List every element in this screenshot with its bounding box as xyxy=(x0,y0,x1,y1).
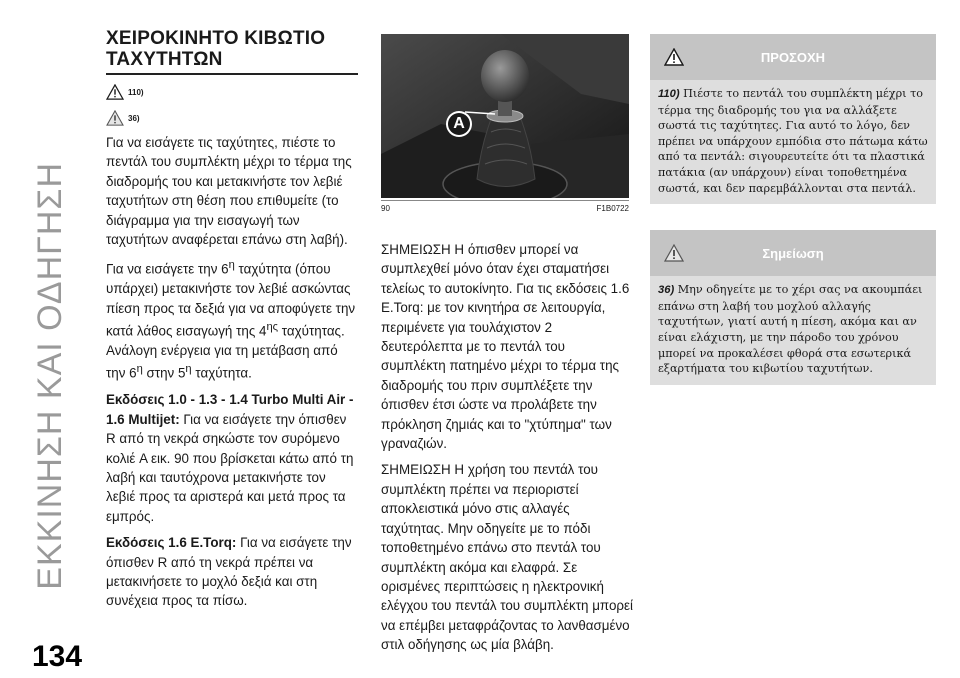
left-column xyxy=(106,28,358,618)
right-column xyxy=(650,34,936,385)
paragraph-sixth-gear: Για να εισάγετε την $6^\eta$ ταχύτητα (όπου υπάρχει) μετακινήστε τον λεβιέ ασκώντας πίεση προς τα δεξιά για να αποφύγετε την κατά λάθος εισαγωγή της $4^{\eta\varsigma}$ ταχύτητας. Ανάλογη ενέργεια για τη μετάβαση από την $6^\eta$ στην $5^\eta$ ταχύτητα. xyxy=(106,259,356,381)
note-ref-36 xyxy=(106,107,358,129)
warning-ref-label: 110) xyxy=(128,87,144,97)
title-divider xyxy=(106,73,358,75)
warning-box-body: 110) Πιέστε το πεντάλ του συμπλέκτη μέχρι το τέρμα της διαδρομής του για να αλλάξετε σωστά τις ταχύτητες. Για αυτό το λόγο, δεν πρέπει να υπάρχουν εμπόδια στο πάτωμα κάτω από τα πεντάλ: σιγουρευτείτε ότι τα πλαστικά πατάκια (αν υπάρχουν) είναι τοποθετημένα σωστά, και δεν παρεμβάλλονται στα πεντάλ. xyxy=(658,87,928,195)
note-box xyxy=(650,230,936,385)
warning-box xyxy=(650,34,936,204)
paragraph-clutch-note: ΣΗΜΕΙΩΣΗ Η χρήση του πεντάλ του συμπλέκτη πρέπει να περιοριστεί αποκλειστικά μόνο στις αλλαγές ταχύτητας. Μην οδηγείτε με το πόδι τοποθετημένο επάνω στο πεντάλ του συμπλέκτη ακόμα και ελαφρά. Σε ορισμένες περιπτώσεις η ηλεκτρονική ελέγχου του πεντάλ του συμπλέκτη μπορεί να επέμβει μεταφράζοντας το λανθασμένο στιλ οδήγησης ως μία βλάβη. xyxy=(381,462,633,653)
callout-label-a: A xyxy=(453,115,465,132)
paragraph-reverse-etorq: Εκδόσεις 1.6 E.Torq: Για να εισάγετε την όπισθεν R από τη νεκρά πρέπει να μετακινήσετε το μοχλό δεξιά και στη συνέχεια προς τα πίσω. xyxy=(106,535,352,609)
note-ref-label: 36) xyxy=(128,113,140,123)
warning-ref-110 xyxy=(106,81,358,103)
side-chapter-title: ΕΚΚΙΝΗΣΗ ΚΑΙ ΟΔΗΓΗΣΗ xyxy=(30,162,69,590)
paragraph-gear-shift: Για να εισάγετε τις ταχύτητες, πιέστε το πεντάλ του συμπλέκτη μέχρι το τέρμα της διαδρομής του και μετακινήστε τον λεβιέ ταχυτήτων στη θέση που επιθυμείτε (το διάγραμμα για την εισαγωγή των ταχυτήτων αναφέρεται επάνω στη λαβή). xyxy=(106,135,352,248)
warning-triangle-icon xyxy=(106,84,124,100)
section-title xyxy=(106,28,358,70)
note-triangle-icon xyxy=(664,244,684,262)
warning-box-title: ΠΡΟΣΟΧΗ xyxy=(760,49,826,65)
paragraph-reverse-note: ΣΗΜΕΙΩΣΗ Η όπισθεν μπορεί να συμπλεχθεί μόνο όταν έχει σταματήσει τελείως το αυτοκίνητο. Για τις εκδόσεις 1.6 E.Torq: με τον κινητήρα σε λειτουργία, περιμένετε για τουλάχιστον 2 δευτερόλεπτα με το πεντάλ του συμπλέκτη πατημένο μέχρι το τέρμα της διαδρομής του πριν συμπλέξετε την όπισθεν έτσι ώστε να προλάβετε την πρόκληση ζημιάς και το "χτύπημα" των γραναζιών. xyxy=(381,242,630,452)
warning-triangle-icon xyxy=(664,48,684,66)
figure-caption xyxy=(381,200,629,217)
section-title-line2: ΤΑΧΥΤΗΤΩΝ xyxy=(106,49,223,70)
section-title-line1: ΧΕΙΡΟΚΙΝΗΤΟ ΚΙΒΩΤΙΟ xyxy=(106,28,326,49)
gear-lever-illustration xyxy=(381,34,629,198)
gear-lever-photo xyxy=(381,34,629,198)
figure-code: F1B0722 xyxy=(596,204,629,213)
note-triangle-icon xyxy=(106,110,124,126)
warning-box-header xyxy=(650,34,936,80)
note-box-body: 36) Μην οδηγείτε με το χέρι σας να ακουμπάει επάνω στη λαβή του μοχλού αλλαγής ταχυτήτων, γιατί αυτή η πίεση, ακόμα και αν είναι ελάχιστη, με την πάροδο του χρόνου μπορεί να προκαλέσει φθορά στα εσωτερικά εξαρτήματα του κιβωτίου ταχυτήτων. xyxy=(658,283,923,376)
note-box-header xyxy=(650,230,936,276)
paragraph-reverse-multiair: Εκδόσεις 1.0 - 1.3 - 1.4 Turbo Multi Air - 1.6 Multijet: Για να εισάγετε την όπισθεν R από τη νεκρά σηκώστε τον συρόμενο κολιέ A εικ. 90 που βρίσκεται κάτω από τη λαβή και ταυτόχρονα μετακινήστε τον λεβιέ προς τα αριστερά και μετά προς τα εμπρός. xyxy=(106,392,354,524)
page-number: 134 xyxy=(32,640,83,673)
figure-number: 90 xyxy=(381,204,390,213)
middle-column xyxy=(381,240,633,662)
note-box-title: Σημείωση xyxy=(762,245,824,261)
